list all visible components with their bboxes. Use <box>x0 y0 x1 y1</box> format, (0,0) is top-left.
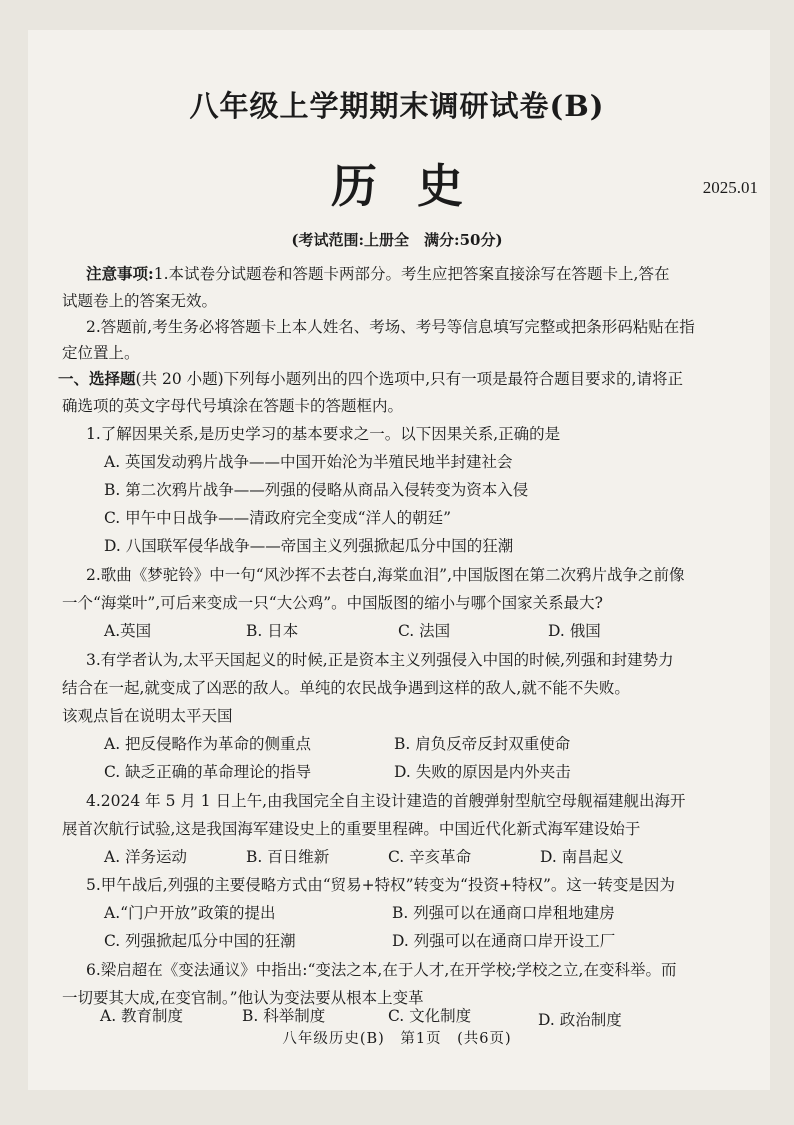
q6-option-b: B. 科举制度 <box>242 1007 326 1025</box>
q3-stem-2: 结合在一起,就变成了凶恶的敌人。单纯的农民战争遇到这样的敌人,就不能不失败。 <box>62 679 630 697</box>
q5-option-c: C. 列强掀起瓜分中国的狂潮 <box>104 932 296 950</box>
exam-title: 八年级上学期期末调研试卷(B) <box>189 89 605 123</box>
notes-line-3: 2.答题前,考生务必将答题卡上本人姓名、考场、考号等信息填写完整或把条形码粘贴在指 <box>86 318 695 336</box>
q3-option-c: C. 缺乏正确的革命理论的指导 <box>104 763 312 781</box>
q6-stem-1: 6.梁启超在《变法通议》中指出:“变法之本,在于人才,在开学校;学校之立,在变科举。而 <box>86 961 677 979</box>
q2-option-a: A.英国 <box>104 622 152 640</box>
q4-stem-1: 4.2024 年 5 月 1 日上午,由我国完全自主设计建造的首艘弹射型航空母舰福建舰出海开 <box>86 792 686 810</box>
q3-option-d: D. 失败的原因是内外夹击 <box>394 763 571 781</box>
q4-option-a: A. 洋务运动 <box>104 848 188 866</box>
q2-option-b: B. 日本 <box>246 622 299 640</box>
q6-stem-2: 一切要其大成,在变官制。”他认为变法要从根本上变革 <box>62 989 424 1007</box>
section-heading: 一、选择题 <box>58 369 136 388</box>
q2-option-c: C. 法国 <box>398 622 451 640</box>
q6-option-c: C. 文化制度 <box>388 1007 472 1025</box>
q6-option-d: D. 政治制度 <box>538 1011 622 1029</box>
q2-stem-2: 一个“海棠叶”,可后来变成一只“大公鸡”。中国版图的缩小与哪个国家关系最大? <box>62 594 603 612</box>
q5-option-a: A.“门户开放”政策的提出 <box>104 904 276 922</box>
q1-option-a: A. 英国发动鸦片战争——中国开始沦为半殖民地半封建社会 <box>104 453 513 471</box>
q4-stem-2: 展首次航行试验,这是我国海军建设史上的重要里程碑。中国近代化新式海军建设始于 <box>62 820 641 838</box>
q5-option-b: B. 列强可以在通商口岸租地建房 <box>392 904 615 922</box>
q2-stem-1: 2.歌曲《梦驼铃》中一句“风沙挥不去苍白,海棠血泪”,中国版图在第二次鸦片战争之前像 <box>86 566 685 584</box>
q1-option-d: D. 八国联军侵华战争——帝国主义列强掀起瓜分中国的狂潮 <box>104 537 514 555</box>
section-line-2: 确选项的英文字母代号填涂在答题卡的答题框内。 <box>62 397 404 415</box>
q3-stem-1: 3.有学者认为,太平天国起义的时候,正是资本主义列强侵入中国的时候,列强和封建势力 <box>86 651 674 669</box>
page-footer: 八年级历史(B) 第1页 (共6页) <box>282 1031 512 1047</box>
notes-label: 注意事项: <box>86 264 154 283</box>
q4-option-b: B. 百日维新 <box>246 848 330 866</box>
q5-option-d: D. 列强可以在通商口岸开设工厂 <box>392 932 616 950</box>
q1-option-b: B. 第二次鸦片战争——列强的侵略从商品入侵转变为资本入侵 <box>104 481 529 499</box>
subject-title: 历史 <box>331 159 503 213</box>
q1-stem: 1.了解因果关系,是历史学习的基本要求之一。以下因果关系,正确的是 <box>86 425 561 443</box>
q2-option-d: D. 俄国 <box>548 622 601 640</box>
q3-stem-3: 该观点旨在说明太平天国 <box>62 707 233 725</box>
q4-option-d: D. 南昌起义 <box>540 848 624 866</box>
section-heading-line: 一、选择题(共 20 小题)下列每小题列出的四个选项中,只有一项是最符合题目要求的,请将正 <box>58 369 684 388</box>
q6-option-a: A. 教育制度 <box>100 1007 184 1025</box>
exam-scope: (考试范围:上册全 满分:50分) <box>291 231 503 249</box>
q3-option-b: B. 肩负反帝反封双重使命 <box>394 735 571 753</box>
notes-line-2: 试题卷上的答案无效。 <box>62 292 218 310</box>
q5-stem: 5.甲午战后,列强的主要侵略方式由“贸易+特权”转变为“投资+特权”。这一转变是因为 <box>86 876 675 894</box>
exam-date: 2025.01 <box>702 178 758 197</box>
notes-line-1: 注意事项:1.本试卷分试题卷和答题卡两部分。考生应把答案直接涂写在答题卡上,答在 <box>86 264 670 283</box>
notes-line-4: 定位置上。 <box>62 344 140 362</box>
q3-option-a: A. 把反侵略作为革命的侧重点 <box>104 735 312 753</box>
q1-option-c: C. 甲午中日战争——清政府完全变成“洋人的朝廷” <box>104 509 452 527</box>
q4-option-c: C. 辛亥革命 <box>388 848 472 866</box>
